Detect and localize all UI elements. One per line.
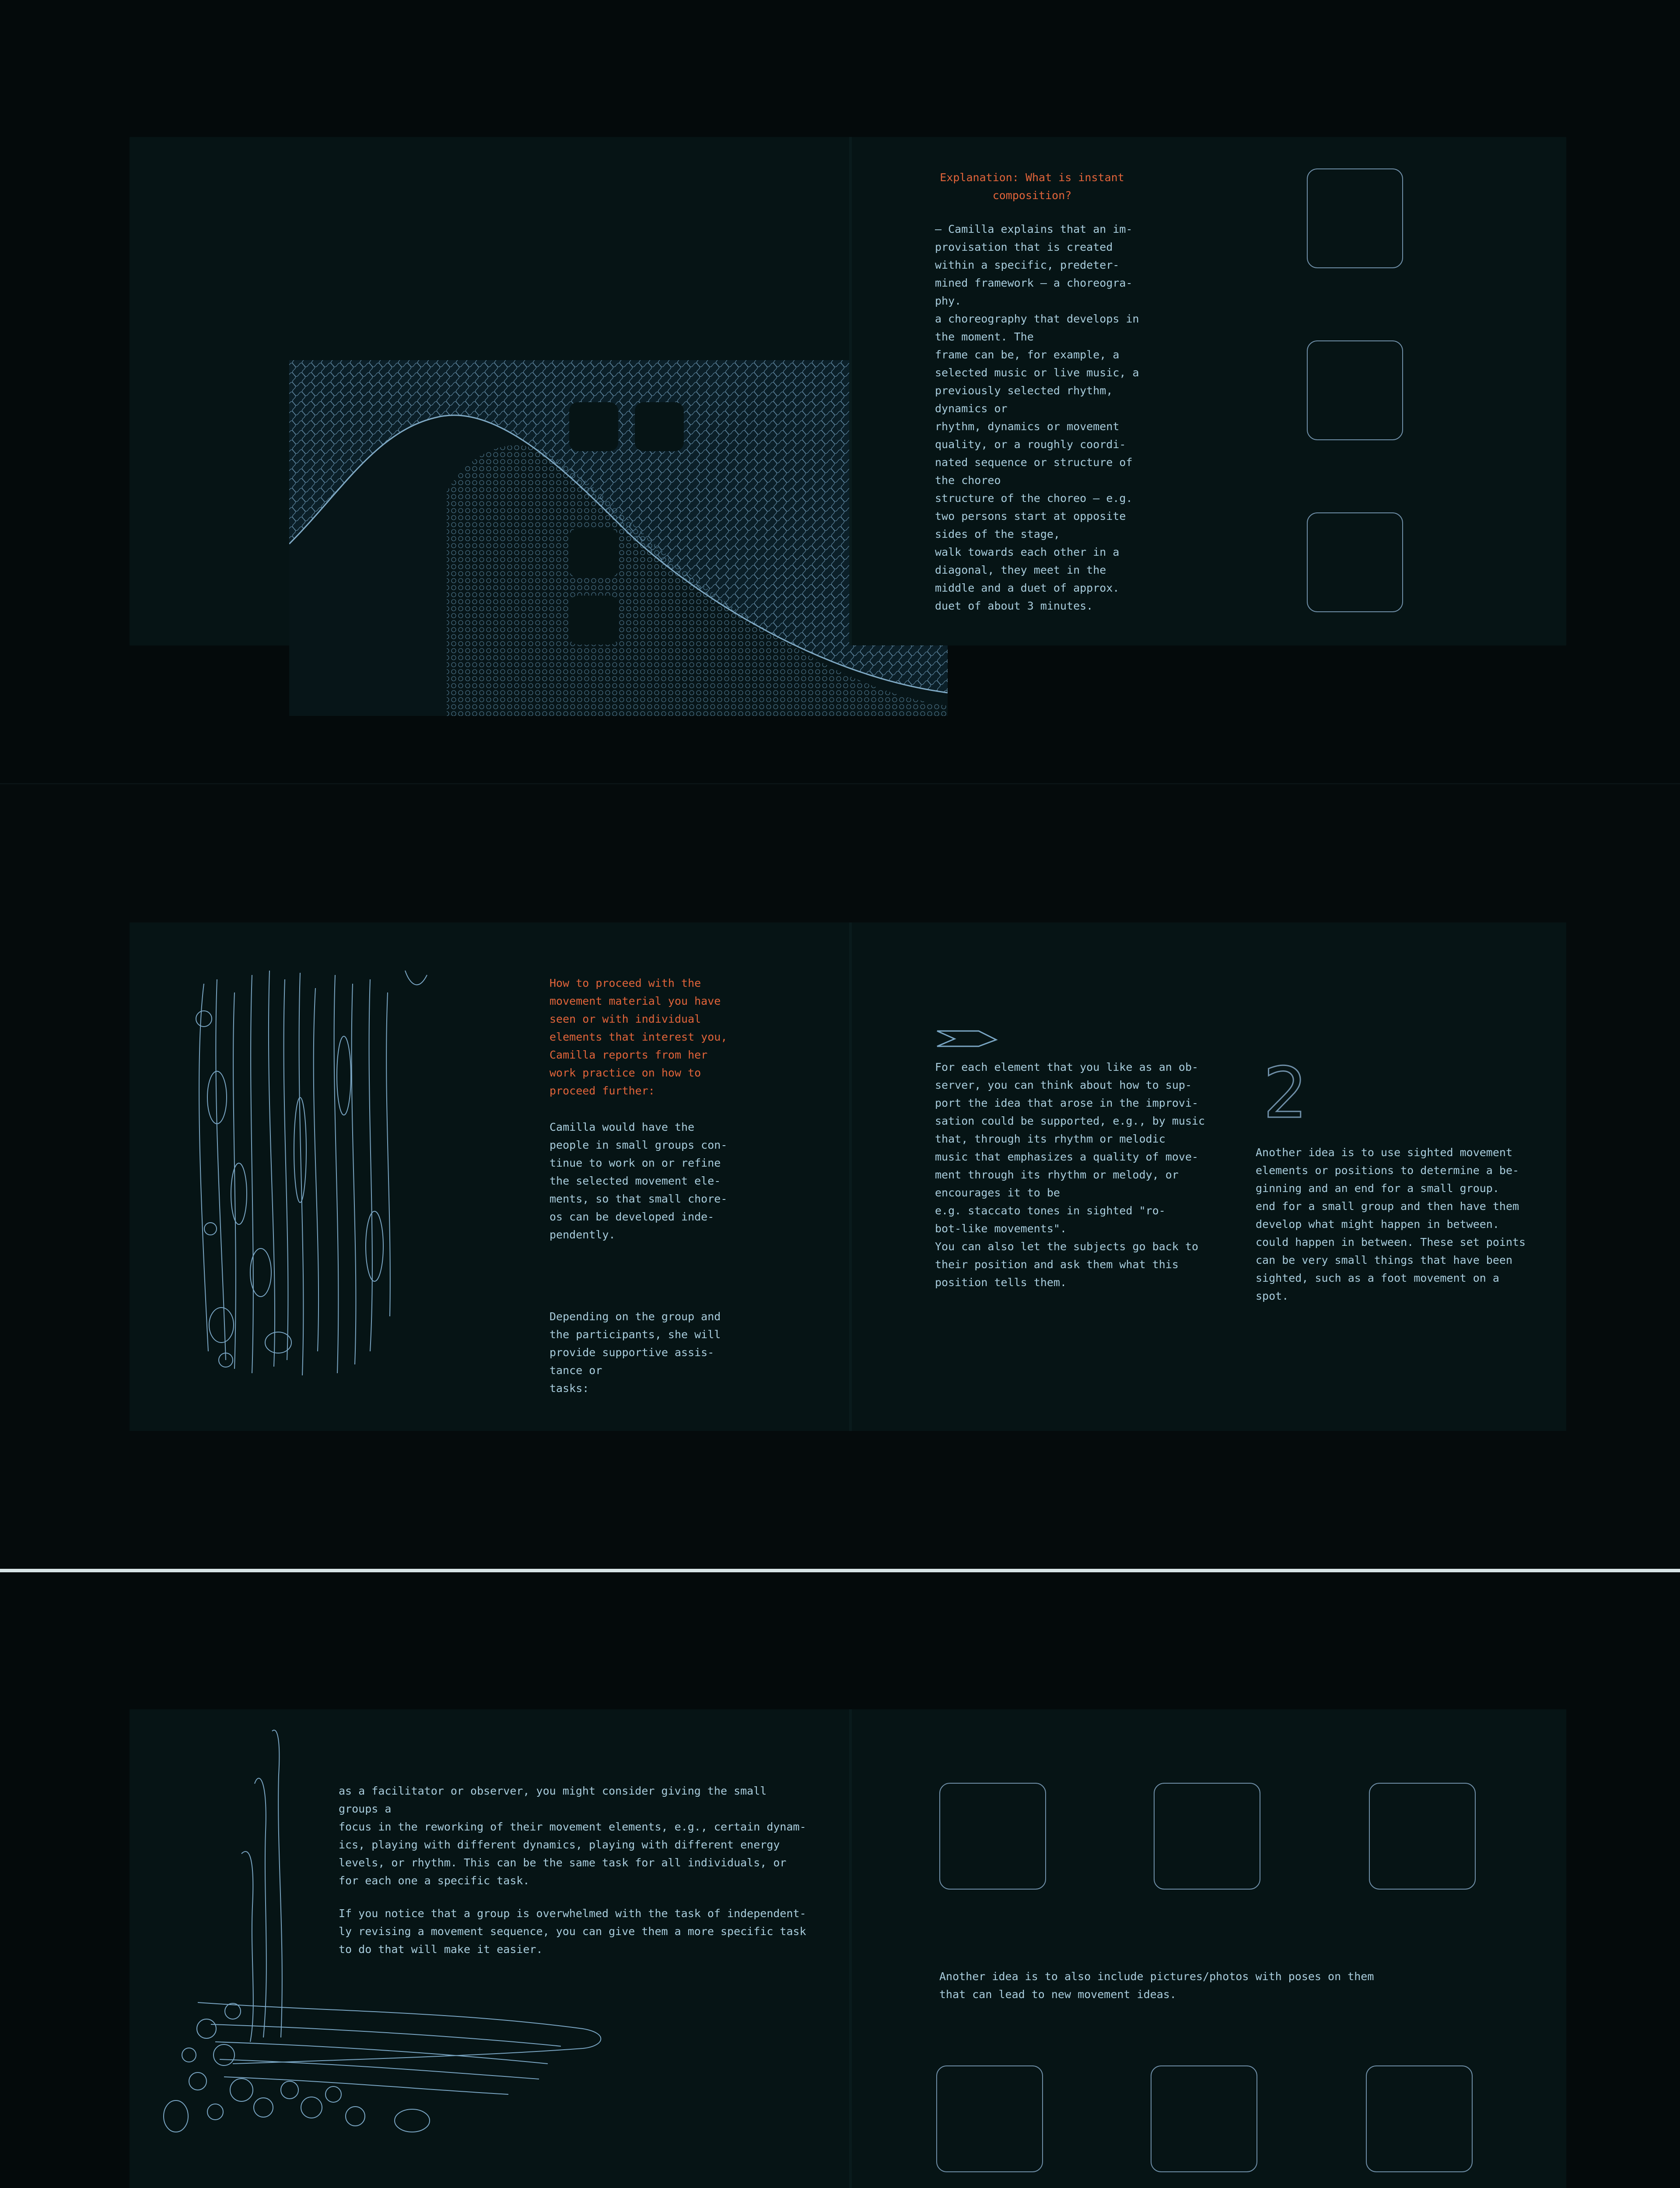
section-divider xyxy=(0,1569,1680,1572)
paragraph-assistance: Depending on the group and the participants, she will provide supportive assis- tance or tasks: xyxy=(550,1310,721,1395)
spread2-left-page xyxy=(130,922,849,1431)
paragraph-small-groups: Camilla would have the people in small groups con- tinue to work on or refine the selected movement ele- ments, so that small chore- os can be developed inde- pendently. xyxy=(550,1121,728,1241)
photo-cutout xyxy=(635,402,684,451)
line-drawing-illustration xyxy=(191,966,436,1380)
image-placeholder xyxy=(1307,168,1403,268)
support-idea-text: For each element that you like as an ob- server, you can think about how to sup- port the idea that arose in the improvi- sation could be supported, e.g., by music that, through its rhythm or melodic music that emphasizes a quality of move- ment through its rhythm or melody, or encourages it to be e.g. staccato tones in sighted "ro- bot-like movements". You can also let the subjects go back to their position and ask them what this position tells them. xyxy=(935,1061,1205,1289)
spread2-right-page xyxy=(852,922,1566,1431)
spread1-right-page xyxy=(852,137,1566,645)
section-heading: How to proceed with the movement material you have seen or with individual elements that interest you, Camilla reports from her work practice on how to proceed further: xyxy=(550,977,728,1097)
facilitator-paragraph: as a facilitator or observer, you might consider giving the small groups a focus in the reworking of their movement elements, e.g., certain dynam- ics, playing with different dynamics, playing with different energy levels, or rhythm. This can be the same task for all individuals, or for each one a specific task. xyxy=(339,1785,806,1887)
photo-placeholder xyxy=(939,1783,1046,1890)
photo-placeholder xyxy=(1154,1783,1260,1890)
photo-cutout xyxy=(569,402,618,451)
photo-placeholder xyxy=(1151,2065,1257,2172)
spread3-left-page xyxy=(130,1709,849,2188)
section-title: Explanation: What is instant composition? xyxy=(940,171,1124,202)
arrow-icon xyxy=(935,1022,1001,1048)
sighted-movement-text: Another idea is to use sighted movement elements or positions to determine a be- ginning and an end for a small group. end for a small group and then have them develop what might happen in between. could happen in between. These set points can be very small things that have been sighted, such as a foot movement on a spot. xyxy=(1256,1146,1526,1302)
photo-cutout xyxy=(569,529,618,578)
photo-placeholder xyxy=(1369,1783,1476,1890)
instant-composition-text: – Camilla explains that an im- provisation that is created within a specific, predeter- mined framework – a choreogra- phy. a choreography that develops in the moment. The frame can be, for example, a selected music or live music, a previously selected rhythm, dynamics or rhythm, dynamics or movement quality, or a roughly coordi- nated sequence or structure of the choreo structure of the choreo – e.g. two persons start at opposite sides of the stage, walk towards each other in a diagonal, they meet in the middle and a duet of approx. duet of about 3 minutes. xyxy=(935,223,1139,612)
photo-placeholder xyxy=(936,2065,1043,2172)
image-placeholder xyxy=(1307,340,1403,440)
spread1-left-page xyxy=(130,137,849,645)
photos-idea-text: Another idea is to also include pictures/photos with poses on them that can lead to new movement ideas. xyxy=(939,1970,1374,2001)
overwhelmed-paragraph: If you notice that a group is overwhelmed with the task of independent- ly revising a movement sequence, you can give them a more specific task to do that will make it easier. xyxy=(339,1907,806,1956)
image-placeholder xyxy=(1307,512,1403,612)
photo-placeholder xyxy=(1366,2065,1473,2172)
number-two: 2 xyxy=(1263,1052,1308,1134)
photo-cutout xyxy=(569,596,618,645)
spread3-right-page xyxy=(852,1709,1566,2188)
